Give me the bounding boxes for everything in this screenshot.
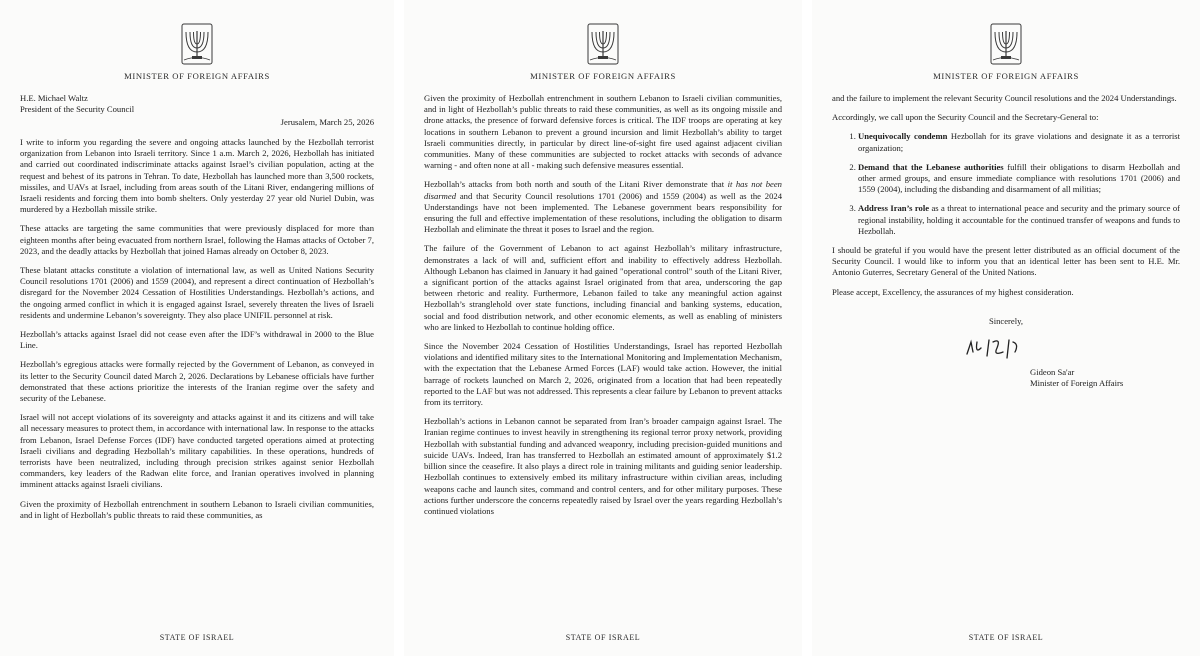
letter-date: Jerusalem, March 25, 2026 [280, 117, 374, 127]
sincerely-text: Sincerely, [988, 315, 1024, 326]
ministry-heading: MINISTER OF FOREIGN AFFAIRS [530, 71, 676, 81]
paragraph: Please accept, Excellency, the assurances of my highest consideration. [832, 286, 1074, 297]
handwritten-signature-icon [961, 334, 1051, 362]
demand-text: as a threat to international peace and security and the primary source of regional instability, holding it accountable for the continued transfer of weapons and funds to Hezbollah. [858, 203, 1180, 236]
letter-page-2 [404, 0, 802, 656]
letter-page-3 [812, 0, 1200, 656]
list-item [858, 203, 1180, 237]
page-footer: STATE OF ISRAEL [159, 633, 235, 642]
paragraph: and the failure to implement the relevant Security Council resolutions and the 2024 Understandings. [832, 93, 1177, 103]
attacks-text-emphasis: it has not been disarmed [424, 179, 782, 201]
attacks-text-pre: Hezbollah’s attacks from both north and south of the Litani River demonstrate that [424, 179, 728, 190]
menorah-emblem-icon [586, 22, 620, 66]
paragraph: Given the proximity of Hezbollah entrenchment in southern Lebanon to Israeli civilian communities, and in light of Hezbollah’s public threats to raid these communities, as well as its ongoing missile and drone attacks, the presence of forward defensive forces is critical. The IDF troops are operating at key locations in southern Lebanon to prevent a ground incursion and limit Hezbollah’s ability to target Israeli communities directly, in particular by direct line-of-sight fire used against adjacent civilian communities. Many of these communities are subjected to rocket attacks with seconds of advance warning - and often none at all - making such defensive measures essential. [424, 93, 782, 171]
addressee-name: H.E. Michael Waltz [20, 93, 88, 103]
demand-bold: Demand that the Lebanese authorities [858, 161, 1004, 172]
paragraph: Hezbollah’s actions in Lebanon cannot be separated from Iran’s broader campaign against Israel. The Iranian regime continues to invest heavily in strengthening its regional terror proxy network, providing Hezbollah with substantial funding and advanced weaponry, including precision-guided munitions and suicide UAVs. Indeed, Iran has transferred to Hezbollah an estimated amount of approximately $1.2 billion since the ceasefire. It also plays a direct role in training militants and guiding senior leadership. Hezbollah continues to extensively embed its military infrastructure within civilian areas, including weapons cache and launch sites, command and control centers, and for other military purposes. These actions further underscore the concerns repeatedly raised by Israel over the years regarding Hezbollah’s continued violations [424, 416, 782, 516]
ministry-heading: MINISTER OF FOREIGN AFFAIRS [124, 71, 270, 81]
letter-page-1 [0, 0, 394, 656]
page-footer: STATE OF ISRAEL [968, 633, 1044, 642]
ministry-heading: MINISTER OF FOREIGN AFFAIRS [933, 71, 1079, 81]
paragraph: Accordingly, we call upon the Security Council and the Secretary-General to: [832, 112, 1099, 123]
signer-name: Gideon Sa'ar [1030, 366, 1075, 377]
paragraph-attacks [424, 179, 782, 235]
addressee-title: President of the Security Council [20, 104, 135, 114]
demand-text: Hezbollah for its grave violations and designate it as a terrorist organization; [858, 131, 1180, 153]
demands-list [832, 131, 1180, 237]
demand-bold: Unequivocally condemn [858, 131, 948, 142]
paragraph: Hezbollah’s attacks against Israel did not cease even after the IDF’s withdrawal in 2000 to the Blue Line. [20, 329, 374, 351]
paragraph: Since the November 2024 Cessation of Hostilities Understandings, Israel has reported Hezbollah violations and identified military sites to the International Monitoring and Implementation Mechanism, with the expectation that the Lebanese Armed Forces (LAF) would take action. However, the initial barrage of rockets launched on March 2, 2026, originated from a location that had been repeatedly reported to the LAF but was not addressed. This represents a clear failure by Lebanon to prevent attacks from its territory. [424, 341, 782, 408]
demand-text: fulfill their obligations to disarm Hezbollah and other armed groups, and ensure immediate compliance with resolutions 1701 (2006) and 1559 (2004), including the disbanding and disarmament of all militias; [858, 161, 1180, 195]
paragraph: Israel will not accept violations of its sovereignty and attacks against it and its citizens and will take all necessary measures to protect them, in accordance with international law. In response to the attacks from Lebanon, Israel Defense Forces (IDF) have conducted targeted operations aimed at protecting Israeli civilians and degrading Hezbollah’s military capabilities. In these operations, hundreds of terrorists have been neutralized, including through precision strikes against senior Hezbollah commanders, key leaders of the Radwan elite force, and Iranian operatives involved in planning imminent attacks against Israeli civilians. [20, 412, 374, 490]
menorah-emblem-icon [989, 22, 1023, 66]
attacks-text-post: and that Security Council resolutions 1701 (2006) and 1559 (2004) as well as the 2024 Understandings have not been implemented. The Lebanese government bears responsibility for ensuring the full and effective implementation of these resolutions, including the obligation to disarm Hezbollah and eliminate the threat it poses to Israel and the region. [424, 190, 782, 235]
page-footer: STATE OF ISRAEL [565, 633, 641, 642]
signer-title: Minister of Foreign Affairs [1030, 377, 1124, 388]
paragraph: Given the proximity of Hezbollah entrenchment in southern Lebanon to Israeli civilian communities, and in light of Hezbollah’s public threats to raid these communities, as [20, 498, 374, 520]
paragraph: These attacks are targeting the same communities that were previously displaced for more than eighteen months after being evacuated from northern Israel, following the Hamas attacks of October 7, 2023, and the deadly attacks by Hezbollah that joined Hamas already on October 8, 2023. [20, 223, 374, 256]
paragraph: Hezbollah’s egregious attacks were formally rejected by the Government of Lebanon, as conveyed in its letter to the Security Council dated March 2, 2026. Declarations by Lebanese officials have further demonstrated that these actions prioritize the interests of the Iranian regime over the safety and security of the Lebanese. [20, 359, 374, 404]
paragraph: I should be grateful if you would have the present letter distributed as an official document of the Security Council. I would like to inform you that an identical letter has been sent to H.E. Mr. Antonio Guterres, Secretary General of the United Nations. [832, 245, 1180, 278]
paragraph: These blatant attacks constitute a violation of international law, as well as United Nations Security Council resolutions 1701 (2006) and 1559 (2004), and represent a direct continuation of Hezbollah’s disregard for the November 2024 Cessation of Hostilities Understandings. Hezbollah’s actions, and the ongoing armed conflict in which it is engaged against Israel, severely threaten the lives of Israeli residents and undermine Lebanon’s sovereignty. They also place UNIFIL personnel at risk. [20, 265, 374, 320]
paragraph: The failure of the Government of Lebanon to act against Hezbollah’s military infrastructure, demonstrates a lack of will and, sufficient effort and inability to effectively address Hezbollah. Although Lebanon has claimed in January it had gained "operational control" south of the Litani River, a significant portion of the attacks against Israel originated from that area, underscoring the gap between rhetoric and reality. Furthermore, Lebanon failed to take any meaningful action against Hezbollah’s stranglehold over state functions, including financial and banking systems, education, social and food distribution network, and other economic elements, as well as enabling of ministers who are linked to Hezbollah to continue holding office. [424, 243, 782, 332]
list-item [858, 131, 1180, 153]
menorah-emblem-icon [180, 22, 214, 66]
list-item [858, 162, 1180, 196]
paragraph: I write to inform you regarding the severe and ongoing attacks launched by the Hezbollah terrorist organization from Lebanon into Israeli territory. Since 1 a.m. March 2, 2026, Hezbollah has initiated and carried out coordinated indiscriminate attacks against Israel’s civilian population, acting at the request and behest of its patrons in Tehran. To date, Hezbollah has launched more than 3,500 rockets, missiles, and UAVs at Israel, including from areas south of the Litani River, endangering millions of Israeli residents and forcing them into bomb shelters. Only yesterday 27 year old Nuriel Dubin, was murdered by a Hezbollah missile strike. [20, 137, 374, 215]
demand-bold: Address Iran’s role [858, 203, 930, 214]
